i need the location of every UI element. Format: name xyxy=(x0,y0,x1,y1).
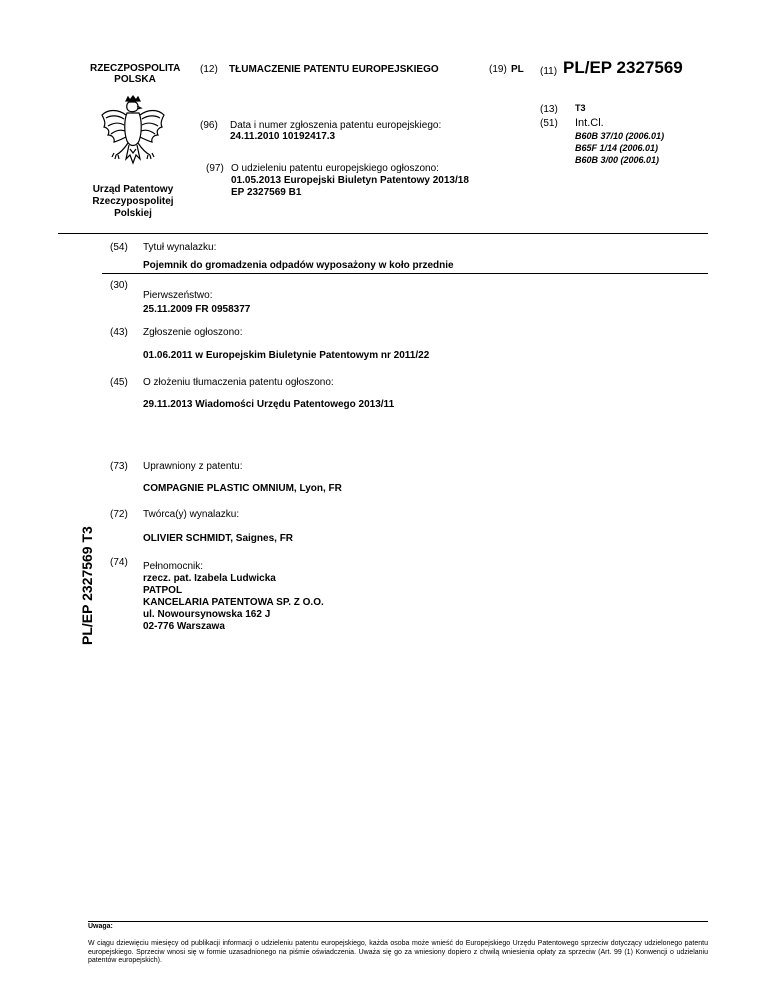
attorney-line-3: KANCELARIA PATENTOWA SP. Z O.O. xyxy=(143,597,324,608)
office-line-2: Rzeczypospolitej xyxy=(92,196,174,207)
f96-label: Data i numer zgłoszenia patentu europejskiego: xyxy=(230,120,442,131)
f30-label: Pierwszeństwo: xyxy=(143,290,213,301)
code-19: (19) xyxy=(489,64,507,75)
country-line-2: POLSKA xyxy=(114,74,156,85)
code-97: (97) xyxy=(206,163,224,174)
application-publication: 01.06.2011 w Europejskim Biuletynie Patentowym nr 2011/22 xyxy=(143,350,430,361)
country-code: PL xyxy=(511,64,524,75)
country-name xyxy=(90,63,180,85)
f73-label: Uprawniony z patentu: xyxy=(143,461,243,472)
attorney-block xyxy=(143,573,324,633)
title-separator xyxy=(102,273,708,274)
office-name xyxy=(78,184,188,220)
attorney-line-1: rzecz. pat. Izabela Ludwicka xyxy=(143,573,276,584)
f97-label: O udzieleniu patentu europejskiego ogłoszono: xyxy=(231,163,439,174)
f97-value-2: EP 2327569 B1 xyxy=(231,187,302,198)
code-54: (54) xyxy=(110,242,128,253)
footer-separator xyxy=(88,921,708,922)
int-class-1: B60B 37/10 (2006.01) xyxy=(575,131,665,141)
f97-value-1: 01.05.2013 Europejski Biuletyn Patentowy 2013/18 xyxy=(231,175,469,186)
patent-owner: COMPAGNIE PLASTIC OMNIUM, Lyon, FR xyxy=(143,483,342,494)
inventor: OLIVIER SCHMIDT, Saignes, FR xyxy=(143,533,294,544)
code-72: (72) xyxy=(110,509,128,520)
office-line-1: Urząd Patentowy xyxy=(92,184,174,195)
int-class-2: B65F 1/14 (2006.01) xyxy=(575,143,659,153)
document-type: TŁUMACZENIE PATENTU EUROPEJSKIEGO xyxy=(229,64,439,75)
code-73: (73) xyxy=(110,461,128,472)
invention-title: Pojemnik do gromadzenia odpadów wyposażony w koło przednie xyxy=(143,260,454,271)
patent-number: PL/EP 2327569 xyxy=(563,58,683,77)
code-12: (12) xyxy=(200,64,218,75)
f74-label: Pełnomocnik: xyxy=(143,561,204,572)
f43-label: Zgłoszenie ogłoszono: xyxy=(143,327,243,338)
code-74: (74) xyxy=(110,557,128,568)
office-line-3: Polskiej xyxy=(114,208,152,219)
code-45: (45) xyxy=(110,377,128,388)
f72-label: Twórca(y) wynalazku: xyxy=(143,509,240,520)
int-cl-label: Int.Cl. xyxy=(575,117,604,129)
polish-eagle-emblem-icon xyxy=(96,95,170,177)
code-30: (30) xyxy=(110,280,128,291)
note-title: Uwaga: xyxy=(88,923,113,930)
attorney-line-2: PATPOL xyxy=(143,585,183,596)
attorney-line-5: 02-776 Warszawa xyxy=(143,621,225,632)
f54-label: Tytuł wynalazku: xyxy=(143,242,217,253)
header-separator xyxy=(58,233,708,234)
note-text: W ciągu dziewięciu miesięcy od publikacji informacji o udzieleniu patentu europejskiego, każda osoba może wnieść do Europejskiego Urzędu Patentowego sprzeciw dotyczący udzielonego patentu europejskiego. Sprzeciw wnosi się w formie uzasadnionego na piśmie oświadczenia. Uważa się go za wniesiony dopiero z chwilą wniesienia opłaty za sprzeciw (Art. 99 (1) Konwencji o udzielaniu patentów europejskich). xyxy=(88,940,708,964)
int-class-3: B60B 3/00 (2006.01) xyxy=(575,155,660,165)
code-11: (11) xyxy=(540,66,558,77)
f96-value: 24.11.2010 10192417.3 xyxy=(230,131,336,142)
code-51: (51) xyxy=(540,118,558,129)
code-13: (13) xyxy=(540,104,558,115)
code-96: (96) xyxy=(200,120,218,131)
attorney-line-4: ul. Nowoursynowska 162 J xyxy=(143,609,271,620)
code-43: (43) xyxy=(110,327,128,338)
side-patent-label: PL/EP 2327569 T3 xyxy=(79,526,95,645)
country-line-1: RZECZPOSPOLITA xyxy=(90,63,181,74)
translation-publication: 29.11.2013 Wiadomości Urzędu Patentowego 2013/11 xyxy=(143,399,395,410)
f45-label: O złożeniu tłumaczenia patentu ogłoszono: xyxy=(143,377,334,388)
kind-code: T3 xyxy=(575,103,586,113)
priority-value: 25.11.2009 FR 0958377 xyxy=(143,304,251,315)
